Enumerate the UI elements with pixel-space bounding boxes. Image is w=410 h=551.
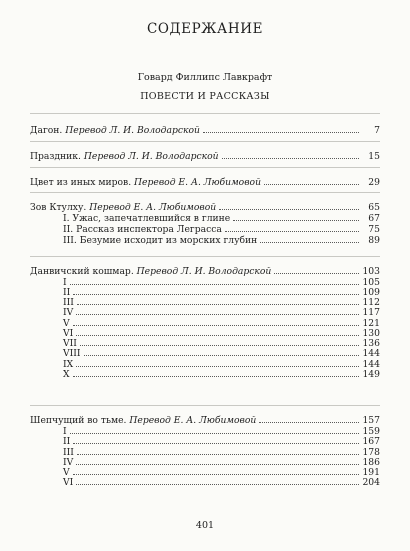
subentry-label: V xyxy=(63,318,70,329)
subentry-label: IX xyxy=(63,359,74,370)
entry-page-number: 67 xyxy=(368,213,380,224)
subentry-label: I. Ужас, запечатлевшийся в глине xyxy=(63,213,231,224)
dot-leader xyxy=(233,213,359,221)
subentry-label: VII xyxy=(63,338,77,349)
entry-label xyxy=(63,236,257,246)
entry-label xyxy=(30,126,200,136)
toc-entry xyxy=(30,151,380,161)
toc-subentry xyxy=(63,224,380,234)
entry-title: Цвет из иных миров. xyxy=(30,177,135,188)
entry-translator: Перевод Л. И. Володарской xyxy=(83,151,219,162)
toc-subentry xyxy=(63,369,380,379)
toc-subentry xyxy=(63,359,380,369)
toc-subentry xyxy=(63,213,380,223)
entry-page-number: 130 xyxy=(362,328,380,339)
dot-leader xyxy=(70,426,359,434)
section-divider xyxy=(30,192,380,193)
dot-leader xyxy=(76,359,359,367)
entry-page-number: 112 xyxy=(362,297,380,308)
toc-entry xyxy=(30,177,380,187)
section-divider xyxy=(30,405,380,406)
dot-leader xyxy=(76,457,359,465)
toc-subentry xyxy=(63,477,380,487)
toc-subentry xyxy=(63,287,380,297)
entry-translator: Перевод Л. И. Володарской xyxy=(136,266,272,277)
entry-label xyxy=(63,214,230,224)
entry-page-number: 178 xyxy=(362,447,380,458)
toc-subentry xyxy=(63,348,380,358)
entry-page-number: 191 xyxy=(362,467,380,478)
subentry-label: III xyxy=(63,297,74,308)
subentry-label: X xyxy=(63,369,70,380)
entry-page-number: 157 xyxy=(362,415,380,426)
subentry-label: IV xyxy=(63,307,74,318)
entry-page-number: 121 xyxy=(362,318,380,329)
entry-title: Праздник. xyxy=(30,151,84,162)
subentry-label: VI xyxy=(63,328,74,339)
author-name: Говард Филлипс Лавкрафт xyxy=(137,72,273,83)
toc-entry xyxy=(30,266,380,276)
entry-page-number: 144 xyxy=(362,348,380,359)
subentry-label: IV xyxy=(63,457,74,468)
dot-leader xyxy=(77,297,359,305)
page-number: 401 xyxy=(195,520,215,531)
subentry-label: III xyxy=(63,447,74,458)
entry-page-number: 144 xyxy=(362,359,380,370)
dot-leader xyxy=(70,277,359,285)
subentry-label: V xyxy=(63,467,70,478)
entry-label xyxy=(63,225,222,235)
dot-leader xyxy=(84,348,359,356)
dot-leader xyxy=(274,266,359,274)
entry-label xyxy=(63,478,73,488)
toc-subentry xyxy=(63,436,380,446)
toc-subentry xyxy=(63,307,380,317)
toc-subentry xyxy=(63,338,380,348)
dot-leader xyxy=(73,467,359,475)
entry-page-number: 117 xyxy=(362,307,380,318)
entry-label xyxy=(30,416,256,426)
entry-label xyxy=(63,349,81,359)
subentry-label: I xyxy=(63,277,67,288)
subentry-label: II. Рассказ инспектора Леграсса xyxy=(63,224,222,235)
entry-page-number: 75 xyxy=(368,224,380,235)
entry-page-number: 65 xyxy=(368,202,380,213)
entry-title: Зов Ктулху. xyxy=(30,202,90,213)
dot-leader xyxy=(259,415,359,423)
entry-translator: Перевод Е. А. Любимовой xyxy=(134,177,262,188)
toc-subentry xyxy=(63,426,380,436)
section-divider xyxy=(30,113,380,114)
entry-page-number: 167 xyxy=(362,436,380,447)
dot-leader xyxy=(76,328,359,336)
dot-leader xyxy=(76,477,359,485)
entry-translator: Перевод Л. И. Володарской xyxy=(65,125,200,136)
toc-subentry xyxy=(63,318,380,328)
subentry-label: VIII xyxy=(63,348,81,359)
toc-subentry xyxy=(63,457,380,467)
page-title: СОДЕРЖАНИЕ xyxy=(146,21,264,37)
dot-leader xyxy=(77,447,359,455)
entry-label xyxy=(30,152,219,162)
toc-entry xyxy=(30,415,380,425)
dot-leader xyxy=(219,202,359,210)
section-divider xyxy=(30,167,380,168)
toc-subentry xyxy=(63,297,380,307)
entry-label xyxy=(63,308,73,318)
entry-label xyxy=(63,437,70,447)
toc-subentry xyxy=(63,328,380,338)
entry-page-number: 89 xyxy=(368,235,380,246)
entry-title: Шепчущий во тьме. xyxy=(30,415,130,426)
toc-subentry xyxy=(63,277,380,287)
collection-title: ПОВЕСТИ И РАССКАЗЫ xyxy=(140,91,270,102)
entry-label xyxy=(30,267,271,277)
entry-title: Данвичский кошмар. xyxy=(30,266,137,277)
dot-leader xyxy=(76,307,359,315)
entry-label xyxy=(63,370,70,380)
dot-leader xyxy=(80,338,359,346)
toc-subentry xyxy=(63,467,380,477)
subentry-label: I xyxy=(63,426,67,437)
entry-page-number: 29 xyxy=(368,177,380,188)
entry-page-number: 136 xyxy=(362,338,380,349)
subentry-label: VI xyxy=(63,477,74,488)
subentry-label: II xyxy=(63,287,71,298)
dot-leader xyxy=(225,224,359,232)
entry-page-number: 7 xyxy=(374,125,380,136)
dot-leader xyxy=(73,287,359,295)
toc-entry xyxy=(30,202,380,212)
section-divider xyxy=(30,141,380,142)
section-divider xyxy=(30,256,380,257)
entry-label xyxy=(30,178,261,188)
entry-translator: Перевод Е. А. Любимовой xyxy=(129,415,257,426)
entry-page-number: 149 xyxy=(362,369,380,380)
entry-page-number: 103 xyxy=(362,266,380,277)
dot-leader xyxy=(203,125,359,133)
dot-leader xyxy=(222,151,359,159)
toc-subentry xyxy=(63,447,380,457)
entry-page-number: 159 xyxy=(362,426,380,437)
dot-leader xyxy=(260,235,359,243)
dot-leader xyxy=(73,318,359,326)
entry-label xyxy=(30,203,216,213)
subentry-label: III. Безумие исходит из морских глубин xyxy=(63,235,258,246)
toc-entry xyxy=(30,125,380,135)
entry-translator: Перевод Е. А. Любимовой xyxy=(89,202,217,213)
dot-leader xyxy=(73,369,359,377)
dot-leader xyxy=(73,436,359,444)
toc-subentry xyxy=(63,235,380,245)
entry-page-number: 186 xyxy=(362,457,380,468)
entry-page-number: 15 xyxy=(368,151,380,162)
entry-page-number: 109 xyxy=(362,287,380,298)
dot-leader xyxy=(264,177,359,185)
entry-title: Дагон. xyxy=(30,125,66,136)
entry-page-number: 105 xyxy=(362,277,380,288)
subentry-label: II xyxy=(63,436,71,447)
entry-page-number: 204 xyxy=(362,477,380,488)
